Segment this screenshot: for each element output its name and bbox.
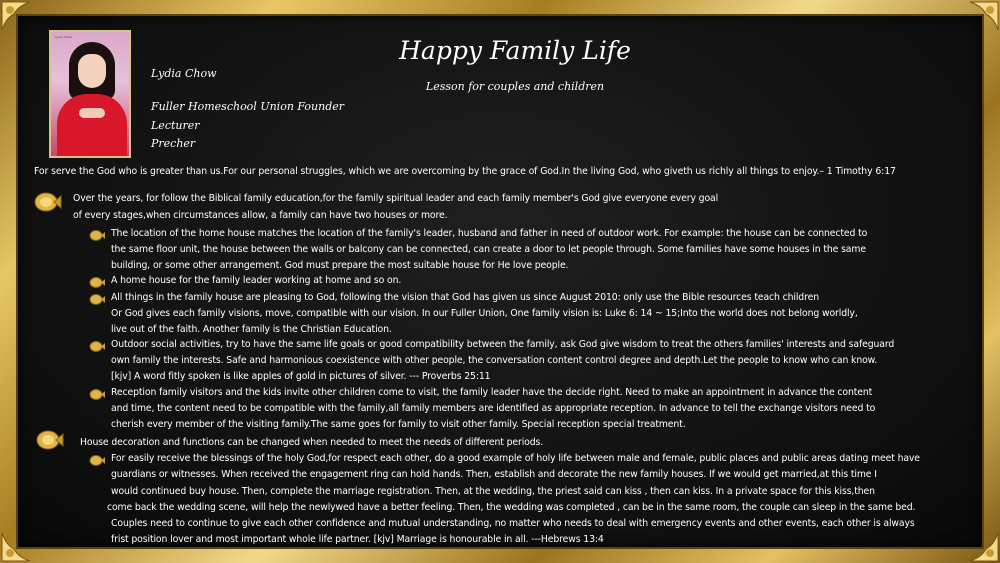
- section-text: of every stages,when circumstances allow, a family can have two houses or more.: [73, 210, 448, 221]
- author-role: Fuller Homeschool Union Founder: [151, 100, 345, 113]
- list-item-text: cherish every member of the visiting family.The same goes for family to visit other family. Special reception special treatment.: [111, 419, 686, 430]
- scripture-quote: For serve the God who is greater than us.For our personal struggles, which we are overcoming by the grace of God.In the living God, who giveth us richly all things to enjoy.– 1 Timothy 6:17: [34, 166, 896, 177]
- author-role: Precher: [151, 137, 196, 150]
- list-item-text: guardians or witnesses. When received the engagement ring can hold hands. Then, establish and decorate the new family houses. If we would get married,at this time I: [111, 469, 877, 480]
- list-item-text: live out of the faith. Another family is the Christian Education.: [111, 324, 392, 335]
- list-item-text: A home house for the family leader working at home and so on.: [111, 275, 402, 286]
- list-item-text: For easily receive the blessings of the holy God,for respect each other, do a good example of holy life between male and female, public places and public areas dating meet have: [111, 453, 920, 464]
- list-item-text: Outdoor social activities, try to have the same life goals or good compatibility between the family, ask God give wisdom to treat the others families' interests and safeguard: [111, 339, 895, 350]
- gold-coin-fish-icon: [89, 227, 105, 246]
- gold-coin-fish-icon: [36, 429, 64, 455]
- author-name: Lydia Chow: [151, 67, 217, 80]
- list-item-text: Or God gives each family visions, move, compatible with our vision. In our Fuller Union, One family vision is: Luke 6: 14 ~ 15;Into the world does not belong worldly,: [111, 308, 858, 319]
- section-text: Over the years, for follow the Biblical family education,for the family spiritual leader and each family member's God give everyone every goal: [73, 193, 719, 204]
- list-item-text: would continued buy house. Then, complete the marriage registration. Then, at the wedding, the priest said can kiss , then can kiss. In a private space for this kiss,then: [111, 486, 875, 497]
- list-item-text: frist position lover and most important whole life partner. [kjv] Marriage is honourable in all. ---Hebrews 13:4: [111, 534, 604, 545]
- section-text: House decoration and functions can be changed when needed to meet the needs of different periods.: [80, 437, 544, 448]
- list-item-text: Reception family visitors and the kids invite other children come to visit, the family leader have the decide right. Need to make an appointment in advance the content: [111, 387, 873, 398]
- gold-coin-fish-icon: [89, 291, 105, 310]
- profile-photo: [49, 30, 131, 158]
- list-item-text: own family the interests. Safe and harmonious coexistence with other people, the conversation content control degree and depth.Let the people to know who can know.: [111, 355, 878, 366]
- list-item-text: All things in the family house are pleasing to God, following the vision that God has given us since August 2010: only use the Bible resources teach children: [111, 292, 819, 303]
- gold-coin-fish-icon: [34, 191, 62, 217]
- list-item-text: [kjv] A word fitly spoken is like apples of gold in pictures of silver. --- Proverbs 25:11: [111, 371, 491, 382]
- list-item-text: The location of the home house matches the location of the family's leader, husband and father in need of outdoor work. For example: the house can be connected to: [111, 228, 868, 239]
- gold-coin-fish-icon: [89, 452, 105, 471]
- list-item-text: and time, the content need to be compatible with the family,all family members are identified as appropriate reception. In advance to tell the exchange visitors need to: [111, 403, 876, 414]
- author-role: Lecturer: [151, 119, 200, 132]
- page-title: Happy Family Life: [399, 36, 631, 65]
- gold-coin-fish-icon: [89, 386, 105, 405]
- page-subtitle: Lesson for couples and children: [425, 80, 605, 93]
- list-item-text: come back the wedding scene, will help the newlywed have a better feeling. Then, the wedding was completed , can be in the same room, the couple can sleep in the same bed.: [107, 502, 916, 513]
- photo-caption: Lydia Chow: [55, 35, 72, 39]
- list-item-text: Couples need to continue to give each other confidence and mutual understanding, no matter who needs to deal with emergency events and other events, each other is always: [111, 518, 915, 529]
- gold-coin-fish-icon: [89, 338, 105, 357]
- list-item-text: the same floor unit, the house between the walls or balcony can be connected, can create a door to let people through. Some families have some houses in the same: [111, 244, 866, 255]
- list-item-text: building, or some other arrangement. God must prepare the most suitable house for He love people.: [111, 260, 569, 271]
